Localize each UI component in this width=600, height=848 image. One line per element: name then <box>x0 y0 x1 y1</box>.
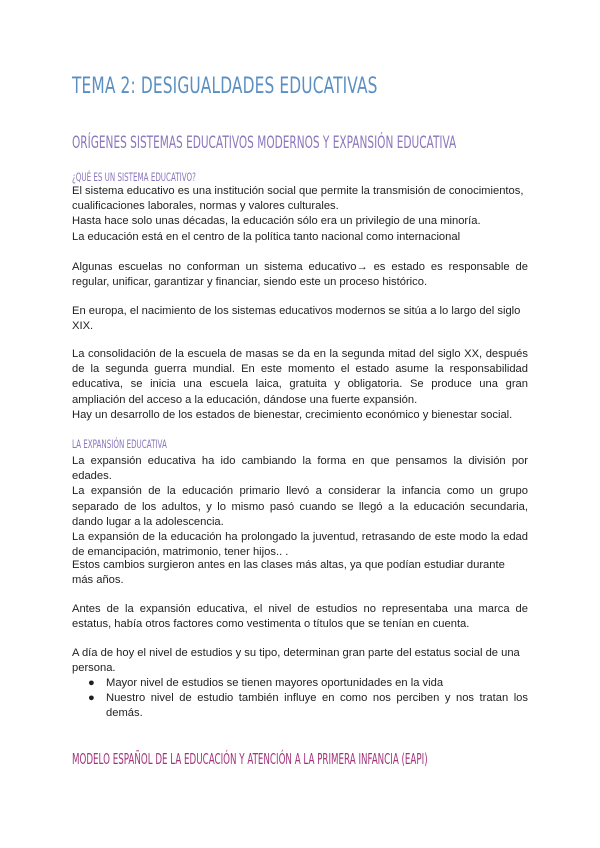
list-item-text: Mayor nivel de estudios se tienen mayores oportunidades en la vida <box>106 677 444 689</box>
paragraph: La expansión de la educación ha prolongado la juventud, retrasando de este modo la edad de emancipación, matrimonio, tener hijos.. . <box>72 531 528 559</box>
paragraph-expansion <box>72 454 528 560</box>
list-item-text: Nuestro nivel de estudio también influye en como nos perciben y nos tratan los demás. <box>106 692 528 720</box>
paragraph: A día de hoy el nivel de estudios y su tipo, determinan gran parte del estatus social de una persona. <box>72 647 520 675</box>
paragraph: Estos cambios surgieron antes en las clases más altas, ya que podían estudiar durante más años. <box>72 559 505 587</box>
paragraph: Hasta hace solo unas décadas, la educación sólo era un privilegio de una minoría. <box>72 215 481 228</box>
bullet-icon: ● <box>88 677 95 689</box>
paragraph: En europa, el nacimiento de los sistemas educativos modernos se sitúa a lo largo del siglo XIX. <box>72 305 521 333</box>
paragraph: La expansión educativa ha ido cambiando la forma en que pensamos la división por edades. <box>72 455 528 483</box>
list-item <box>72 691 528 721</box>
bullet-icon: ● <box>88 692 95 705</box>
paragraph-upper-classes <box>72 558 528 588</box>
section-heading-origins: ORÍGENES SISTEMAS EDUCATIVOS MODERNOS Y EXPANSIÓN EDUCATIVA <box>72 133 457 153</box>
paragraph: Algunas escuelas no conforman un sistema educativo→ es estado es responsable de regular, unificar, garantizar y financiar, siendo este un proceso histórico. <box>72 261 528 289</box>
paragraph-state-role <box>72 260 528 290</box>
paragraph: La educación está en el centro de la política tanto nacional como internacional <box>72 230 461 243</box>
paragraph-status-today <box>72 646 528 676</box>
paragraph: Antes de la expansión educativa, el nivel de estudios no representaba una marca de estatus, había otros factores como vestimenta o títulos que se tenían en cuenta. <box>72 603 528 631</box>
section-heading-eapi: MODELO ESPAÑOL DE LA EDUCACIÓN Y ATENCIÓN A LA PRIMERA INFANCIA (EAPI) <box>72 750 428 768</box>
subheading-expansion: LA EXPANSIÓN EDUCATIVA <box>72 437 167 451</box>
paragraph: Hay un desarrollo de los estados de bienestar, crecimiento económico y bienestar social. <box>72 408 513 421</box>
paragraph-europe <box>72 304 528 334</box>
subheading-what-is: ¿QUÉ ES UN SISTEMA EDUCATIVO? <box>72 170 196 184</box>
paragraph: La consolidación de la escuela de masas se da en la segunda mitad del siglo XX, después de la segunda guerra mundial. En este momento el estado asume la responsabilidad educativa, se inicia una escuela laica, gratuita y obligatoria. Se produce una gran ampliación del acceso a la educación, dándose una fuerte expansión. <box>72 348 528 406</box>
list-item <box>72 676 528 691</box>
paragraph-definition <box>72 184 528 245</box>
page-title: TEMA 2: DESIGUALDADES EDUCATIVAS <box>72 74 378 99</box>
paragraph-status-before <box>72 602 528 632</box>
paragraph-mass-school <box>72 347 528 423</box>
paragraph: La expansión de la educación primario llevó a considerar la infancia como un grupo separado de los adultos, y lo mismo pasó cuando se llegó a la educación secundaria, dando lugar a la adolescencia. <box>72 485 528 528</box>
bullet-list <box>72 676 528 722</box>
paragraph: El sistema educativo es una institución social que permite la transmisión de conocimientos, cualificaciones laborales, normas y valores culturales. <box>72 185 524 213</box>
